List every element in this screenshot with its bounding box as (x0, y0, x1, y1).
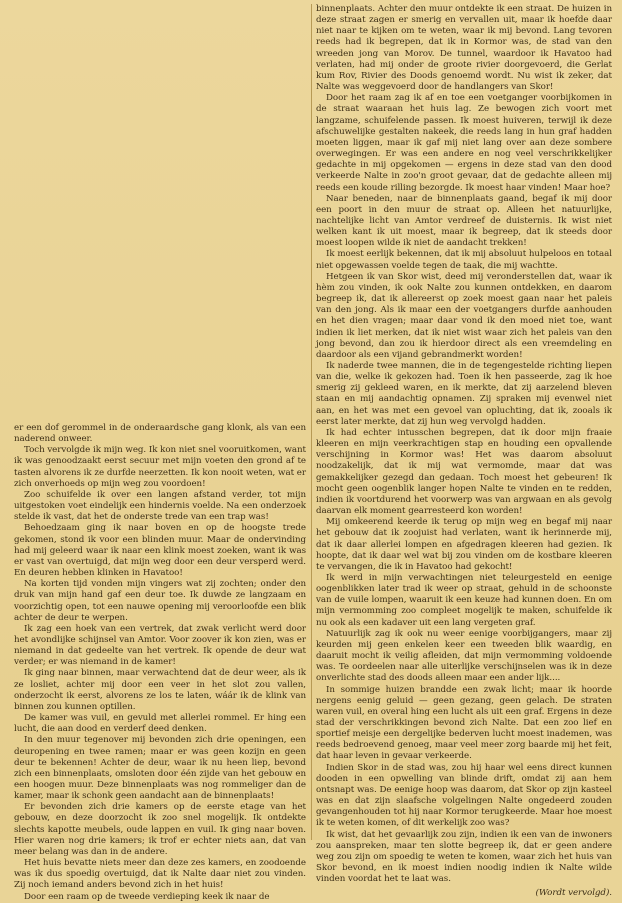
paragraph: Mij omkeerend keerde ik terug op mijn weg en begaf mij naar het gebouw dat ik zoojuist had verlaten, want ik herinnerde mij, dat ik daar allerlei lompen en afgedragen kleeren had gezien. Ik hoopte, dat ik daar wel wat bij zou vinden om de kostbare kleeren te vervangen, die ik in Havatoo had gekocht! (316, 517, 612, 572)
paragraph: Het huis bevatte niets meer dan deze zes kamers, en zoodoende was ik dus spoedig overtuigd, dat ik Nalte daar niet zou vinden. Zij noch iemand anders bevond zich in het huis! (14, 858, 306, 891)
paragraph: Ik ging naar binnen, maar verwachtend dat de deur weer, als ik ze losliet, achter mij door een veer in het slot zou vallen, onderzocht ik eerst, alvorens ze los te laten, wáár ik de klink van binnen zou kunnen optillen. (14, 668, 306, 712)
column-divider (311, 4, 312, 840)
paragraph: Door het raam zag ik af en toe een voetganger voorbijkomen in de straat waaraan het huis lag. Ze bewogen zich voort met langzame, schuifelende passen. Ik moest huiveren, terwijl ik deze afschuwelijke gestalten nakeek, die reeds lang in hun graf hadden moeten liggen, maar ik gaf mij niet lang over aan deze sombere overwegingen. Er was een andere en nog veel verschrikkelijker gedachte in mij opgekomen — ergens in deze stad van den dood verkeerde Nalte in zoo'n groot gevaar, dat de gedachte alleen mij reeds een koude rilling bezorgde. Ik moest haar vinden! Maar hoe? (316, 93, 612, 193)
paragraph: Naar beneden, naar de binnenplaats gaand, begaf ik mij door een poort in den muur de straat op. Alleen het natuurlijke, nachtelijke licht van Amtor verdreef de duisternis. Ik wist niet welken kant ik uit moest, maar ik begreep, dat ik steeds door moest loopen wilde ik niet de aandacht trekken! (316, 193, 612, 249)
paragraph: Ik werd in mijn verwachtingen niet teleurgesteld en eenige oogenblikken later trad ik weer op straat, gehuld in de schoonste van de vuile lompen, waaruit ik een keuze had kunnen doen. En om mijn vermomming zoo compleet mogelijk te maken, schuifelde ik nu ook als een kadaver uit een lang vergeten graf. (316, 572, 612, 628)
paragraph: Indien Skor in de stad was, zou hij haar wel eens direct kunnen dooden in een opwelling van blinde drift, omdat zij aan hem ontsnapt was. De eenige hoop was daarom, dat Skor op zijn kasteel was en dat zijn slaafsche volgelingen Nalte ongedeerd zouden gevangenhouden tot hij naar Kormor terugkeerde. Maar hoe moest ik te weten komen, of dit werkelijk zoo was? (316, 762, 612, 829)
paragraph: er een dof gerommel in de onderaardsche gang klonk, als van een naderend onweer. (14, 423, 306, 445)
paragraph: Behoedzaam ging ik naar boven en op de hoogste trede gekomen, stond ik voor een blinden muur. Maar de ondervinding had mij geleerd waar ik naar een klink moest zoeken, want ik was er vast van overtuigd, dat mijn weg door een deur versperd werd. En deuren hebben klinken in Havatoo! (14, 523, 306, 579)
paragraph: Door een raam op de tweede verdieping keek ik naar de (24, 891, 270, 902)
paragraph: Ik moest eerlijk bekennen, dat ik mij absoluut hulpeloos en totaal niet opgewassen voelde tegen de taak, die mij wachtte. (316, 249, 612, 271)
paragraph: Ik wist, dat het gevaarlijk zou zijn, indien ik een van de inwoners zou aanspreken, maar ten slotte begreep ik, dat er geen andere weg zou zijn om spoedig te weten te komen, waar zich het huis van Skor bevond, en ik moest indien noodig indien ik Nalte wilde vinden voordat het te laat was. (316, 829, 612, 885)
paragraph: Ik had echter intusschen begrepen, dat ik door mijn fraaie kleeren en mijn veerkrachtigen stap en houding een opvallende verschijning in Kormor was! Het was daarom absoluut noodzakelijk, dat ik mij wat vermomde, maar dat was gemakkelijker gezegd dan gedaan. Toch moest het gebeuren! Ik mocht geen oogenblik langer hopen Nalte te vinden en te redden, indien ik voortdurend het voorwerp was van argwaan en als gevolg daarvan elk moment gearresteerd kon worden! (316, 427, 612, 517)
paragraph: In den muur tegenover mij bevonden zich drie openingen, een deuropening en twee ramen; maar er was geen kozijn en geen deur te bekennen! Achter de deur, waar ik nu heen liep, bevond zich een binnenplaats, omsloten door één zijde van het gebouw en een hoogen muur. Deze binnenplaats was nog rommeliger dan de kamer, maar ik schonk geen aandacht aan de binnenplaats! (14, 735, 306, 802)
left-column (14, 423, 306, 902)
paragraph: Zoo schuifelde ik over een langen afstand verder, tot mijn uitgestoken voet eindelijk een hindernis voelde. Na een onderzoek stelde ik vast, dat het de onderste trede van een trap was! (14, 489, 306, 523)
right-column (316, 4, 612, 899)
to-be-continued: (Wordt vervolgd). (535, 888, 612, 899)
paragraph: Natuurlijk zag ik ook nu weer eenige voorbijgangers, maar zij keurden mij geen enkelen keer een tweeden blik waardig, en daaruit mocht ik veilig afleiden, dat mijn vermomming voldoende was. Te oordeelen naar alle uiterlijke verschijnselen was ik in deze onverlichte stad des doods alleen maar een ander lijk.... (316, 628, 612, 684)
paragraph: Toch vervolgde ik mijn weg. Ik kon niet snel vooruitkomen, want ik was genoodzaakt eerst secuur met mijn voeten den grond af te tasten alvorens ik ze durfde neerzetten. Ik kon nooit weten, wat er zich onverhoeds op mijn weg zou voordoen! (14, 445, 306, 489)
paragraph: Ik zag een hoek van een vertrek, dat zwak verlicht werd door het avondlijke schijnsel van Amtor. Voor zoover ik kon zien, was er niemand in dat gedeelte van het vertrek. Ik opende de deur wat verder; er was niemand in de kamer! (14, 623, 306, 668)
paragraph: Ik naderde twee mannen, die in de tegengestelde richting liepen van die, welke ik gekozen had. Toen ik hen passeerde, zag ik hoe smerig zij gekleed waren, en ik merkte, dat zij aarzelend bleven staan en mij aandachtig opnamen. Zij spraken mij evenwel niet aan, en het was met een gevoel van opluchting, dat ik, zooals ik eerst later merkte, dat zij hun weg vervolgd hadden. (316, 361, 612, 427)
paragraph: De kamer was vuil, en gevuld met allerlei rommel. Er hing een lucht, die aan dood en verderf deed denken. (14, 713, 306, 735)
paragraph: In sommige huizen brandde een zwak licht; maar ik hoorde nergens eenig geluid — geen gezang, geen gelach. De straten waren vuil, en overal hing een lucht als uit een graf. Ergens in deze stad der verschrikkingen bevond zich Nalte. Dat een zoo lief en sportief meisje een dergelijke bederven lucht moest inademen, was reeds bedroevend genoeg, maar veel meer zorg baarde mij het feit, dat haar leven in gevaar verkeerde. (316, 684, 612, 762)
paragraph: Er bevonden zich drie kamers op de eerste etage van het gebouw, en deze doorzocht ik zoo snel mogelijk. Ik ontdekte slechts kapotte meubels, oude lappen en vuil. Ik ging naar boven. Hier waren nog drie kamers; ik trof er echter niets aan, dat van meer belang was dan in de andere. (14, 802, 306, 857)
paragraph: binnenplaats. Achter den muur ontdekte ik een straat. De huizen in deze straat zagen er smerig en vervallen uit, maar ik hoefde daar niet naar te kijken om te weten, waar ik mij bevond. Lang tevoren reeds had ik begrepen, dat ik in Kormor was, de stad van den wreeden jong van Morov. De tunnel, waardoor ik Havatoo had verlaten, had mij onder de groote rivier doorgevoerd, die Gerlat kum Rov, Rivier des Doods genoemd wordt. Nu wist ik zeker, dat Nalte was weggevoerd door de handlangers van Skor! (316, 4, 612, 93)
paragraph: Na korten tijd vonden mijn vingers wat zij zochten; onder den druk van mijn hand gaf een deur toe. Ik duwde ze langzaam en voorzichtig open, tot een nauwe opening mij veroorloofde een blik achter de deur te werpen. (14, 579, 306, 623)
paragraph: Hetgeen ik van Skor wist, deed mij veronderstellen dat, waar ik hèm zou vinden, ik ook Nalte zou kunnen ontdekken, en daarom begreep ik, dat ik allereerst op zoek moest gaan naar het paleis van den jong. Als ik maar een der voetgangers durfde aanhouden en het dien vragen; maar daar vond ik den moed niet toe, want indien ik liet merken, dat ik niet wist waar zich het paleis van den jong bevond, dan zou ik hierdoor direct als een vreemdeling en daardoor als een vijand gebrandmerkt worden! (316, 271, 612, 360)
